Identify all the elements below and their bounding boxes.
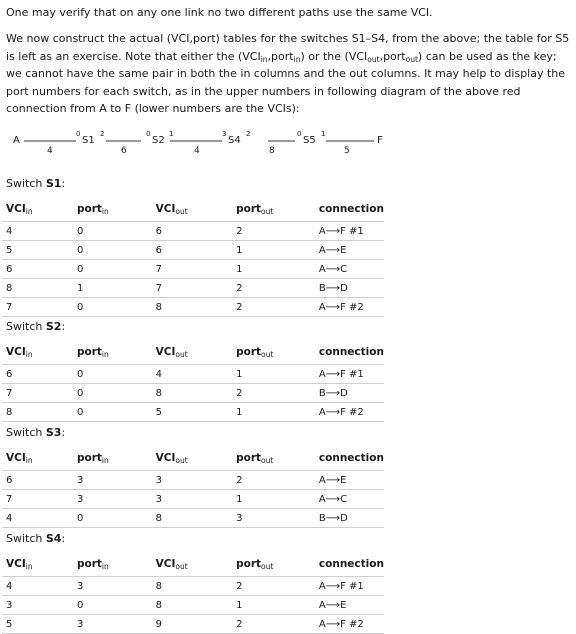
table-row (2, 279, 384, 298)
table-row (2, 365, 384, 384)
table-row (2, 596, 384, 615)
vci-s4-s5: 8 (269, 146, 275, 156)
vci-in-cell: 4 (2, 509, 73, 528)
port-out-cell: 1 (232, 365, 315, 384)
header-vci-out: $VCI_{out}$ (155, 346, 188, 359)
header-connection: connection (318, 452, 384, 464)
switch-table-1 (2, 197, 384, 317)
connection-cell: A⟶E (315, 471, 384, 490)
header-connection: connection (318, 203, 384, 215)
switch-table-4 (2, 552, 384, 634)
vci-in-cell: 4 (2, 222, 73, 241)
port-out-cell: 1 (232, 403, 315, 422)
header-port-in: port$_{in}$ (76, 346, 109, 359)
header-vci-out: $VCI_{out}$ (155, 558, 188, 571)
header-vci-out: $VCI_{out}$ (155, 203, 188, 216)
vci-out-cell: 7 (152, 279, 232, 298)
port-in-cell: 3 (73, 577, 152, 596)
endpoint-f: F (377, 135, 383, 146)
header-vci-in: $VCI_{in}$ (6, 452, 33, 465)
port-in-cell: 0 (73, 260, 152, 279)
port-in-cell: 0 (73, 509, 152, 528)
table-row (2, 509, 384, 528)
port-in-cell: 3 (73, 615, 152, 634)
port-out-cell: 2 (232, 471, 315, 490)
vci-in-cell: 5 (2, 241, 73, 260)
table-row (2, 471, 384, 490)
switch-title-1: Switch S1: (6, 177, 66, 190)
switch-title-4: Switch S4: (6, 532, 66, 545)
connection-cell: A⟶F #2 (315, 403, 384, 422)
connection-cell: A⟶F #1 (315, 577, 384, 596)
connection-cell: B⟶D (315, 509, 384, 528)
vci-out-cell: 5 (152, 403, 232, 422)
vci-in-cell: 7 (2, 490, 73, 509)
vci-in-cell: 6 (2, 260, 73, 279)
vci-out-cell: 8 (152, 298, 232, 317)
table-row (2, 222, 384, 241)
node-s2: S2 (152, 135, 165, 146)
connection-cell: A⟶E (315, 241, 384, 260)
vci-in-cell: 8 (2, 403, 73, 422)
port-in-cell: 0 (73, 298, 152, 317)
vci-out-cell: 6 (152, 222, 232, 241)
connection-cell: A⟶F #1 (315, 365, 384, 384)
port-in-cell: 1 (73, 279, 152, 298)
switch-title-3: Switch S3: (6, 426, 66, 439)
port-in-cell: 3 (73, 471, 152, 490)
table-row (2, 577, 384, 596)
s1-port-left: 0 (76, 130, 81, 138)
s2-port-right: 1 (169, 130, 174, 138)
table-row (2, 241, 384, 260)
construction-paragraph: We now construct the actual (VCI,port) tables for the switches S1–S4, from the above; the table for S5 is left as an exercise. Note that either the $(VCI_{in},port_{in})$ or the $(VCI_{out},port_{out})$ can be used as the key; we cannot have the same pair in both the in columns and the out columns. It may help to display the port numbers for each switch, as in the upper numbers in following diagram of the above red connection from A to F (lower numbers are the VCIs): (6, 32, 570, 115)
connection-cell: A⟶E (315, 596, 384, 615)
connection-diagram (0, 128, 576, 162)
vci-s1-s2: 6 (121, 146, 127, 156)
port-out-cell: 3 (232, 509, 315, 528)
vci-out-cell: 3 (152, 471, 232, 490)
connection-cell: A⟶C (315, 490, 384, 509)
port-out-cell: 2 (232, 577, 315, 596)
port-in-cell: 0 (73, 403, 152, 422)
vci-s5-f: 5 (344, 146, 350, 156)
vci-in-cell: 5 (2, 615, 73, 634)
port-out-cell: 2 (232, 384, 315, 403)
table-header-row (2, 197, 384, 222)
header-connection: connection (318, 558, 384, 570)
header-port-out: port$_{out}$ (236, 346, 274, 359)
port-in-cell: 0 (73, 384, 152, 403)
port-out-cell: 2 (232, 222, 315, 241)
s2-port-left: 0 (146, 130, 151, 138)
vci-in-cell: 7 (2, 384, 73, 403)
vci-out-cell: 8 (152, 509, 232, 528)
node-s1: S1 (82, 135, 95, 146)
connection-cell: A⟶F #2 (315, 615, 384, 634)
vci-in-cell: 6 (2, 471, 73, 490)
vci-out-cell: 8 (152, 384, 232, 403)
header-vci-in: $VCI_{in}$ (6, 558, 33, 571)
s5-port-right: 1 (321, 130, 326, 138)
port-out-cell: 1 (232, 260, 315, 279)
s1-port-right: 2 (100, 130, 105, 138)
port-in-cell: 0 (73, 596, 152, 615)
header-port-in: port$_{in}$ (76, 452, 109, 465)
connection-cell: A⟶F #2 (315, 298, 384, 317)
connection-cell: A⟶F #1 (315, 222, 384, 241)
port-in-cell: 0 (73, 241, 152, 260)
table-row (2, 403, 384, 422)
header-port-in: port$_{in}$ (76, 203, 109, 216)
connection-cell: B⟶D (315, 384, 384, 403)
switch-title-2: Switch S2: (6, 320, 66, 333)
node-s4: S4 (228, 135, 241, 146)
port-in-cell: 0 (73, 222, 152, 241)
vci-out-cell: 6 (152, 241, 232, 260)
connection-cell: B⟶D (315, 279, 384, 298)
vci-out-cell: 8 (152, 577, 232, 596)
port-out-cell: 1 (232, 490, 315, 509)
connection-cell: A⟶C (315, 260, 384, 279)
header-connection: connection (318, 346, 384, 358)
vci-in-cell: 8 (2, 279, 73, 298)
intro-paragraph: One may verify that on any one link no two different paths use the same VCI. (6, 6, 433, 19)
port-out-cell: 2 (232, 615, 315, 634)
header-port-out: port$_{out}$ (236, 203, 274, 216)
vci-s2-s4: 4 (194, 146, 200, 156)
table-header-row (2, 552, 384, 577)
port-out-cell: 2 (232, 279, 315, 298)
vci-out-cell: 8 (152, 596, 232, 615)
vci-out-cell: 3 (152, 490, 232, 509)
header-port-in: port$_{in}$ (76, 558, 109, 571)
port-out-cell: 1 (232, 241, 315, 260)
vci-out-cell: 9 (152, 615, 232, 634)
header-vci-in: $VCI_{in}$ (6, 346, 33, 359)
header-vci-in: $VCI_{in}$ (6, 203, 33, 216)
vci-out-cell: 7 (152, 260, 232, 279)
vci-in-cell: 3 (2, 596, 73, 615)
s5-port-left: 0 (297, 130, 302, 138)
table-header-row (2, 340, 384, 365)
table-row (2, 384, 384, 403)
port-in-cell: 3 (73, 490, 152, 509)
s4-port-left: 3 (222, 130, 227, 138)
table-header-row (2, 446, 384, 471)
port-out-cell: 1 (232, 596, 315, 615)
port-in-cell: 0 (73, 365, 152, 384)
vci-in-cell: 7 (2, 298, 73, 317)
vci-in-cell: 4 (2, 577, 73, 596)
table-row (2, 260, 384, 279)
s4-port-right: 2 (246, 130, 251, 138)
header-port-out: port$_{out}$ (236, 452, 274, 465)
vci-out-cell: 4 (152, 365, 232, 384)
vci-in-cell: 6 (2, 365, 73, 384)
vci-a-s1: 4 (47, 146, 53, 156)
table-row (2, 298, 384, 317)
port-out-cell: 2 (232, 298, 315, 317)
switch-table-3 (2, 446, 384, 528)
endpoint-a: A (13, 135, 20, 146)
switch-table-2 (2, 340, 384, 422)
node-s5: S5 (303, 135, 316, 146)
header-port-out: port$_{out}$ (236, 558, 274, 571)
table-row (2, 490, 384, 509)
header-vci-out: $VCI_{out}$ (155, 452, 188, 465)
